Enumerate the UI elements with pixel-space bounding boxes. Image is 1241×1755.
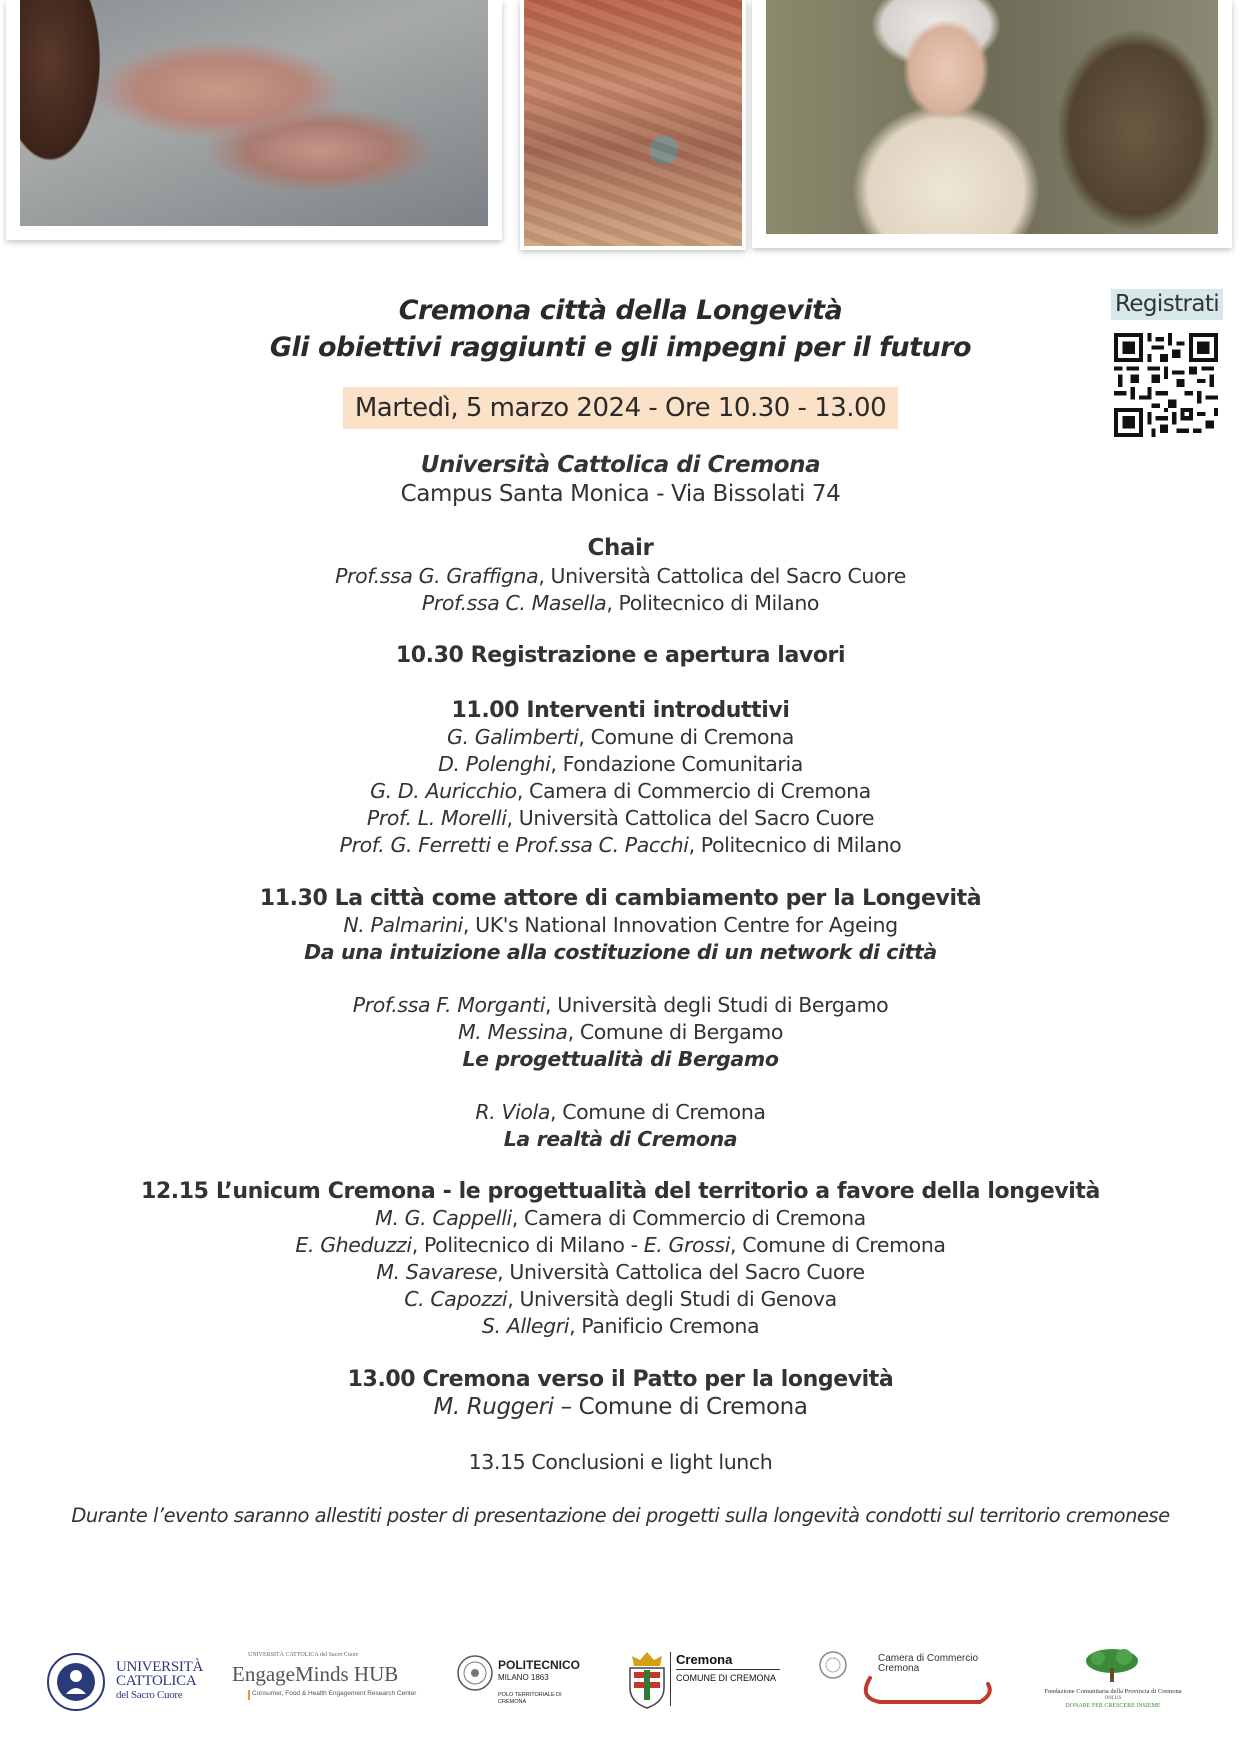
photo-elderly-women xyxy=(752,0,1232,248)
polimi-seal-icon xyxy=(456,1654,494,1692)
speaker: R. Viola, Comune di Cremona xyxy=(475,1100,766,1124)
unicum-heading: 12.15 L’unicum Cremona - le progettualità del territorio a favore della longevità xyxy=(140,1179,1100,1204)
opening-item xyxy=(80,642,1161,669)
speaker: Prof. G. Ferretti e Prof.ssa C. Pacchi, Politecnico di Milano xyxy=(339,833,902,857)
speaker: M. G. Cappelli, Camera di Commercio di Cremona xyxy=(375,1206,866,1230)
logo-fondazione: Fondazione Comunitaria della Provincia di Cremona ONLUS DONARE PER CRESCERE INSIEME xyxy=(1028,1648,1198,1718)
speaker: M. Savarese, Università Cattolica del Sacro Cuore xyxy=(376,1260,865,1284)
speaker: C. Capozzi, Università degli Studi di Genova xyxy=(404,1287,837,1311)
speaker: D. Polenghi, Fondazione Comunitaria xyxy=(438,752,803,776)
speaker: M. Messina, Comune di Bergamo xyxy=(457,1020,784,1044)
footnote: Durante l’evento saranno allestiti poster di presentazione dei progetti sulla longevità condotti sul territorio cremonese xyxy=(71,1504,1170,1527)
speaker: N. Palmarini, UK's National Innovation Centre for Ageing xyxy=(343,913,898,937)
intro-section xyxy=(80,697,1161,859)
talk-title: Da una intuizione alla costituzione di un network di città xyxy=(304,940,937,964)
event-date: Martedì, 5 marzo 2024 - Ore 10.30 - 13.00 xyxy=(343,387,898,429)
speaker: G. D. Auricchio, Camera di Commercio di Cremona xyxy=(370,779,871,803)
speaker: M. Ruggeri – Comune di Cremona xyxy=(433,1394,808,1420)
title-line2: Gli obiettivi raggiunti e gli impegni per il futuro xyxy=(269,332,972,363)
speaker: E. Gheduzzi, Politecnico di Milano - E. Grossi, Comune di Cremona xyxy=(295,1233,946,1257)
logo-cattolica: UNIVERSITÀ CATTOLICA del Sacro Cuore xyxy=(46,1652,196,1712)
venue-name: Università Cattolica di Cremona xyxy=(420,452,821,478)
logo-comune-cremona: Cremona COMUNE DI CREMONA xyxy=(624,1650,784,1714)
speaker: Prof.ssa F. Morganti, Università degli Studi di Bergamo xyxy=(352,993,889,1017)
date-row xyxy=(80,387,1161,429)
photo-cremona-aerial xyxy=(520,0,746,250)
cattolica-seal-icon xyxy=(46,1652,106,1712)
chair-member: Prof.ssa C. Masella, Politecnico di Milano xyxy=(421,591,820,615)
speaker: G. Galimberti, Comune di Cremona xyxy=(447,725,794,749)
title-line1: Cremona città della Longevità xyxy=(398,295,843,326)
talk-title: Le progettualità di Bergamo xyxy=(462,1047,779,1071)
intro-heading: 11.00 Interventi introduttivi xyxy=(451,698,790,723)
camera-seal-icon xyxy=(818,1650,848,1684)
closing-heading: 13.15 Conclusioni e light lunch xyxy=(468,1450,773,1474)
unicum-section xyxy=(80,1178,1161,1340)
city-heading: 11.30 La città come attore di cambiamento per la Longevità xyxy=(259,886,982,911)
logo-politecnico: POLITECNICO MILANO 1863 POLO TERRITORIALE DI CREMONA xyxy=(456,1654,596,1714)
patto-section xyxy=(80,1366,1161,1422)
photo-elderly-hands xyxy=(6,0,502,240)
closing-item xyxy=(80,1449,1161,1476)
partner-logos xyxy=(0,1640,1241,1720)
cremona-coat-of-arms-icon xyxy=(624,1650,670,1710)
patto-heading: 13.00 Cremona verso il Patto per la longevità xyxy=(347,1367,894,1392)
venue xyxy=(80,451,1161,509)
speaker: Prof. L. Morelli, Università Cattolica del Sacro Cuore xyxy=(366,806,875,830)
logo-engageminds: UNIVERSITÀ CATTOLICA del Sacro Cuore EngageMinds HUB Consumer, Food & Health Engagement Research Center xyxy=(230,1652,420,1712)
chair-section xyxy=(80,534,1161,617)
venue-address: Campus Santa Monica - Via Bissolati 74 xyxy=(400,481,841,507)
event-title xyxy=(80,292,1161,366)
register-label[interactable]: Registrati xyxy=(1111,289,1223,320)
chair-member: Prof.ssa G. Graffigna, Università Cattolica del Sacro Cuore xyxy=(335,564,906,588)
talk-title: La realtà di Cremona xyxy=(503,1127,738,1151)
city-section xyxy=(80,885,1161,1153)
speaker: S. Allegri, Panificio Cremona xyxy=(481,1314,760,1338)
logo-camera-commercio: Camera di Commercio Cremona xyxy=(818,1650,998,1714)
fondazione-tree-icon xyxy=(1084,1648,1140,1682)
opening-heading: 10.30 Registrazione e apertura lavori xyxy=(395,643,846,668)
chair-heading: Chair xyxy=(587,535,654,561)
